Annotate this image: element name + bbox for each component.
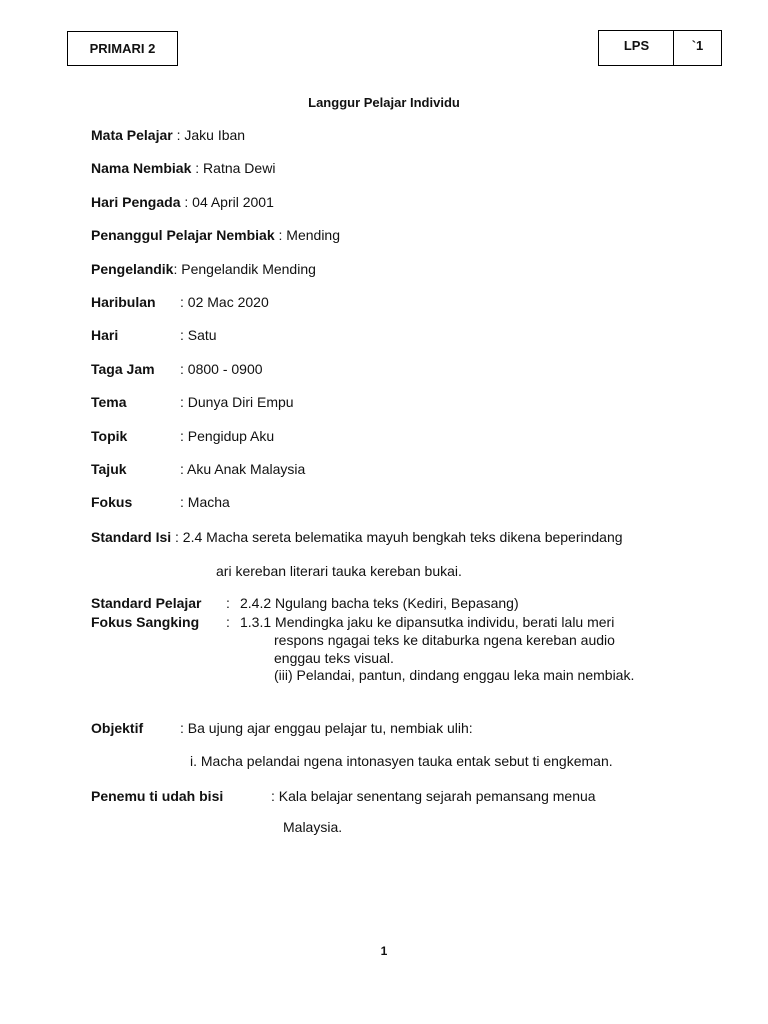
standard-pelajar-value: 2.4.2 Ngulang bacha teks (Kediri, Bepasang) — [240, 595, 519, 611]
field-label: Hari Pengada — [91, 194, 181, 210]
field-label: Topik — [91, 428, 128, 444]
document-title: Langgur Pelajar Individu — [308, 95, 460, 110]
field-label: Mata Pelajar — [91, 127, 173, 143]
field-pengelandik — [91, 261, 316, 277]
lps-number-box — [673, 30, 722, 66]
objektif-item: i. Macha pelandai ngena intonasyen tauka entak sebut ti engkeman. — [190, 753, 613, 769]
field-tema — [91, 394, 294, 410]
field-label: Taga Jam — [91, 361, 155, 377]
objektif-label: Objektif — [91, 720, 144, 736]
field-label: Penanggul Pelajar Nembiak — [91, 227, 275, 243]
fokus-sangking-line3: enggau teks visual. — [274, 650, 394, 666]
field-label: Nama Nembiak — [91, 160, 192, 176]
standard-pelajar-label: Standard Pelajar — [91, 595, 202, 611]
field-label: Hari — [91, 327, 119, 343]
field-label: Tema — [91, 394, 127, 410]
field-label: Tajuk — [91, 461, 127, 477]
standard-isi-line1: : 2.4 Macha sereta belematika mayuh bengkah teks dikena beperindang — [175, 529, 623, 545]
field-value: : Aku Anak Malaysia — [180, 461, 306, 477]
fokus-sangking-line1: 1.3.1 Mendingka jaku ke dipansutka individu, berati lalu meri — [240, 614, 615, 630]
penemu-line2: Malaysia. — [283, 819, 343, 835]
field-taga-jam — [91, 361, 263, 377]
field-value: : 04 April 2001 — [180, 194, 274, 210]
field-hari-pengada — [91, 194, 274, 210]
penemu-label: Penemu ti udah bisi — [91, 788, 224, 804]
class-label: PRIMARI 2 — [89, 41, 156, 56]
field-label: Fokus — [91, 494, 133, 510]
field-label: Pengelandik — [91, 261, 174, 277]
lps-number: `1 — [691, 38, 704, 53]
lps-label-box — [598, 30, 674, 66]
standard-isi — [91, 529, 623, 545]
field-penanggul — [91, 227, 340, 243]
fokus-sangking-line4: (iii) Pelandai, pantun, dindang enggau leka main nembiak. — [274, 667, 635, 683]
field-hari — [91, 327, 217, 343]
field-value: : 02 Mac 2020 — [180, 294, 269, 310]
penemu-line1: : Kala belajar senentang sejarah pemansang menua — [271, 788, 596, 804]
field-haribulan — [91, 294, 269, 310]
lps-label: LPS — [623, 38, 650, 53]
field-value: : 0800 - 0900 — [180, 361, 263, 377]
standard-isi-label: Standard Isi — [91, 529, 172, 545]
class-label-box — [67, 31, 178, 66]
fokus-sangking-label: Fokus Sangking — [91, 614, 200, 630]
objektif-value: : Ba ujung ajar enggau pelajar tu, nembiak ulih: — [180, 720, 473, 736]
standard-isi-line2: ari kereban literari tauka kereban bukai. — [216, 563, 462, 579]
field-value: : Ratna Dewi — [191, 160, 276, 176]
field-nama-nembiak — [91, 160, 275, 176]
field-value: : Pengelandik Mending — [173, 261, 316, 277]
fokus-sangking-colon: : — [226, 614, 230, 630]
field-value: : Mending — [274, 227, 340, 243]
field-fokus — [91, 494, 230, 510]
field-value: : Macha — [180, 494, 230, 510]
field-tajuk — [91, 461, 305, 477]
page-number: 1 — [380, 944, 388, 958]
standard-pelajar-colon: : — [226, 595, 230, 611]
fokus-sangking-line2: respons ngagai teks ke ditaburka ngena kereban audio — [274, 632, 615, 648]
field-mata-pelajar — [91, 127, 245, 143]
field-value: : Pengidup Aku — [180, 428, 275, 444]
field-value: : Dunya Diri Empu — [180, 394, 294, 410]
field-topik — [91, 428, 274, 444]
field-label: Haribulan — [91, 294, 156, 310]
field-value: : Jaku Iban — [172, 127, 246, 143]
field-value: : Satu — [180, 327, 217, 343]
